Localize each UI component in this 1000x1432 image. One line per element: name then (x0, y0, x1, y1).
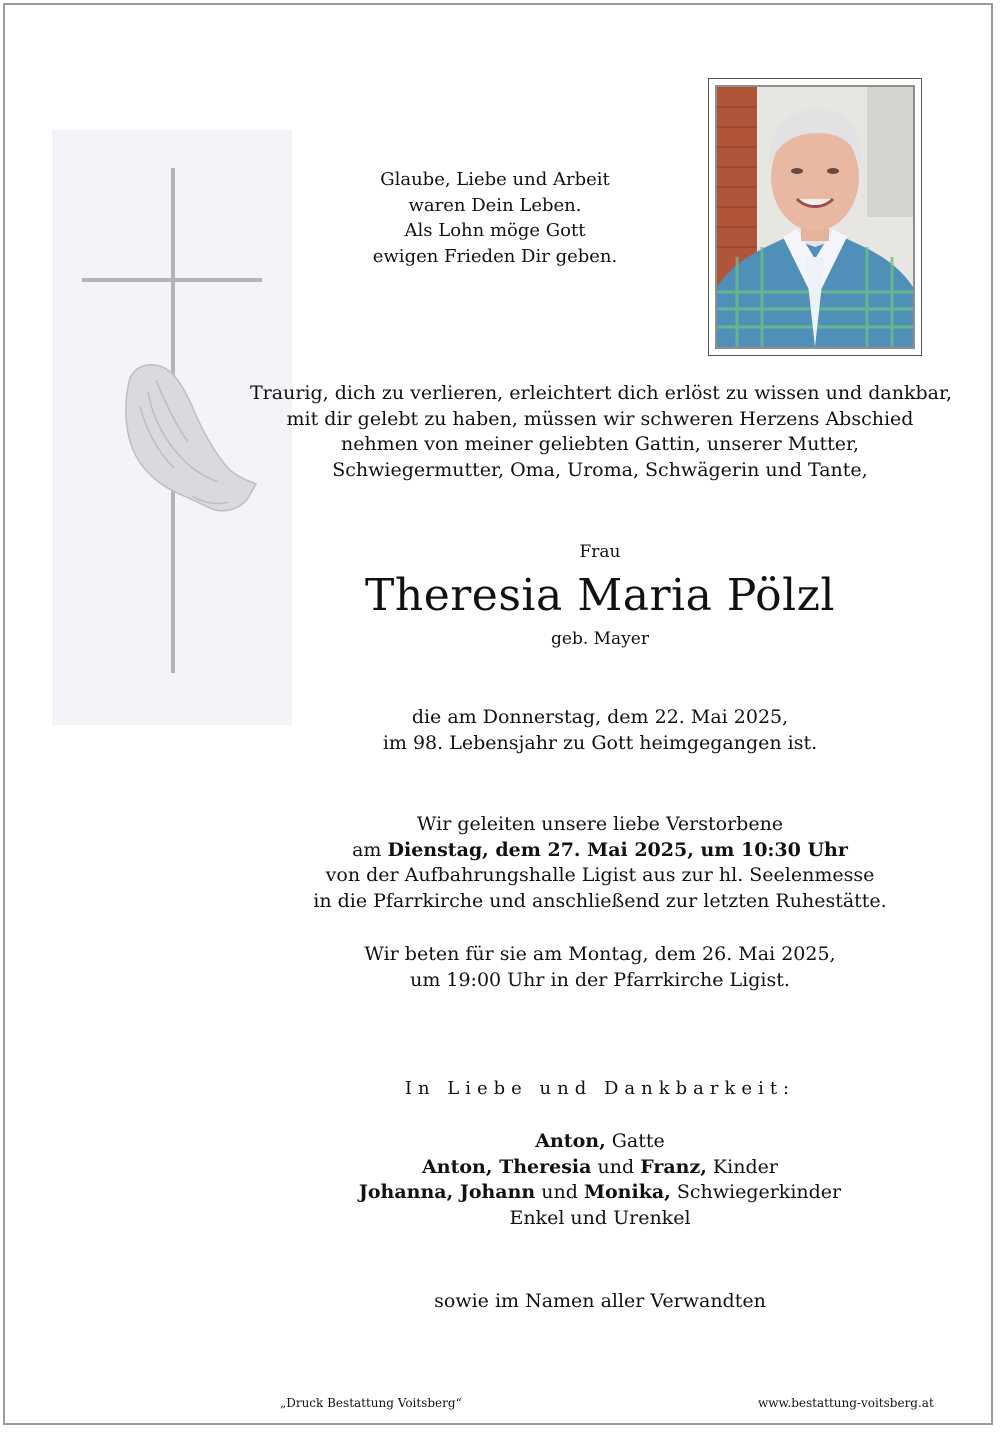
verse-line: ewigen Frieden Dir geben. (372, 245, 618, 267)
printer-credit: „Druck Bestattung Voitsberg“ (280, 1396, 462, 1410)
death-notice (250, 705, 950, 756)
announcement-intro (250, 381, 953, 483)
funeral-line: in die Pfarrkirche und anschließend zur letzten Ruhestätte. (313, 889, 887, 912)
family-relation: Kinder (706, 1155, 778, 1178)
funeral-date-prefix: am (352, 838, 388, 861)
birth-name: geb. Mayer (551, 629, 649, 649)
portrait-image (715, 85, 915, 349)
funeral-date: Dienstag, dem 27. Mai 2025, um 10:30 Uhr (387, 838, 848, 861)
deceased-name: Theresia Maria Pölzl (365, 570, 835, 621)
salutation: Frau (579, 542, 621, 562)
verse-line: Glaube, Liebe und Arbeit (380, 169, 610, 190)
memorial-verse (345, 167, 645, 269)
family-name: Monika, (583, 1181, 671, 1203)
family-row: Enkel und Urenkel (509, 1206, 691, 1229)
family-relation: Schwiegerkinder (670, 1181, 842, 1203)
intro-line: Traurig, dich zu verlieren, erleichtert dich erlöst zu wissen und dankbar, (250, 382, 953, 404)
funeral-details (250, 812, 950, 914)
verse-line: waren Dein Leben. (408, 194, 582, 216)
website-link[interactable]: www.bestattung-voitsberg.at (758, 1396, 934, 1410)
relatives-note: sowie im Namen aller Verwandten (434, 1290, 766, 1312)
family-name: Franz, (640, 1155, 707, 1178)
death-line: im 98. Lebensjahr zu Gott heimgegangen ist. (382, 731, 818, 754)
intro-line: mit dir gelebt zu haben, müssen wir schweren Herzens Abschied (286, 407, 914, 430)
family-row (250, 1155, 950, 1181)
family-row (250, 1129, 950, 1155)
family-connector: und (591, 1155, 641, 1178)
funeral-date-line (250, 838, 950, 864)
family-name: Anton, Theresia (422, 1155, 592, 1178)
funeral-line: Wir geleiten unsere liebe Verstorbene (416, 813, 784, 835)
family-row (250, 1180, 950, 1206)
verse-line: Als Lohn möge Gott (404, 220, 586, 241)
prayer-line: Wir beten für sie am Montag, dem 26. Mai 2025, (364, 943, 836, 965)
family-name: Johanna, Johann (358, 1181, 536, 1203)
death-line: die am Donnerstag, dem 22. Mai 2025, (411, 706, 789, 728)
prayer-details (250, 942, 950, 993)
family-connector: und (535, 1181, 584, 1203)
portrait-photo (708, 78, 922, 356)
family-list (250, 1129, 950, 1231)
funeral-line: von der Aufbahrungshalle Ligist aus zur hl. Seelenmesse (325, 864, 875, 886)
intro-line: nehmen von meiner geliebten Gattin, unserer Mutter, (340, 433, 860, 455)
thanks-heading: In Liebe und Dankbarkeit: (404, 1078, 796, 1099)
family-name: Anton, (535, 1130, 606, 1152)
family-relation: Gatte (605, 1130, 665, 1152)
prayer-line: um 19:00 Uhr in der Pfarrkirche Ligist. (410, 968, 790, 991)
intro-line: Schwiegermutter, Oma, Uroma, Schwägerin und Tante, (332, 458, 868, 481)
